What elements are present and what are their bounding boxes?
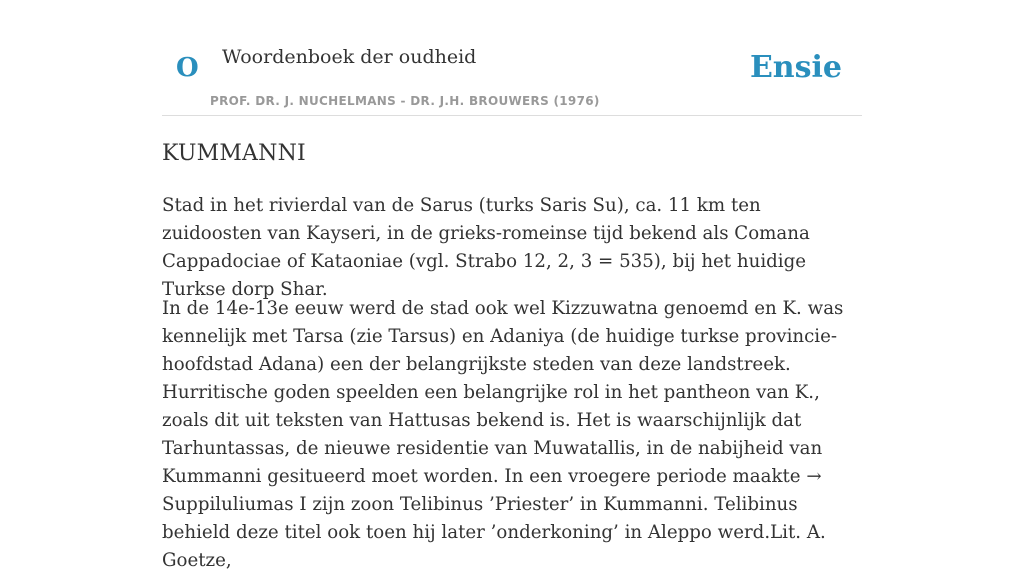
entry-paragraph-2: In de 14e-13e eeuw werd de stad ook wel Kizzuwatna genoemd en K. was kennelijk met Tarsa (zie Tarsus) en Adaniya (de huidige turkse provincie-hoofdstad Adana) een der belangrijkste steden van deze landstreek. Hurritische goden speelden een belangrijke rol in het pantheon van K., zoals dit uit teksten van Hattusas bekend is. Het is waarschijnlijk dat Tarhuntassas, de nieuwe residentie van Muwatallis, in de nabijheid van Kummanni gesitueerd moet worden. In een vroegere periode maakte → Suppiluliumas I zijn zoon Telibinus ’Priester’ in Kummanni. Telibinus behield deze titel ook toen hij later ’onderkoning’ in Aleppo werd.Lit. A. Goetze, [162,298,844,571]
page-container [162,0,862,571]
letter-index-link[interactable]: O [176,53,199,83]
header [162,0,862,116]
book-title-link[interactable]: Woordenboek der oudheid [222,46,477,68]
book-authors: PROF. DR. J. NUCHELMANS - DR. J.H. BROUWERS (1976) [210,94,600,108]
entry-title: KUMMANNI [162,141,306,166]
brand-logo-link[interactable]: Ensie [749,50,842,85]
entry-paragraph-1: Stad in het rivierdal van de Sarus (turks Saris Su), ca. 11 km ten zuidoosten van Kayseri, in de grieks-romeinse tijd bekend als Comana Cappadociae of Kataoniae (vgl. Strabo 12, 2, 3 = 535), bij het huidige Turkse dorp Shar. [162,195,810,300]
